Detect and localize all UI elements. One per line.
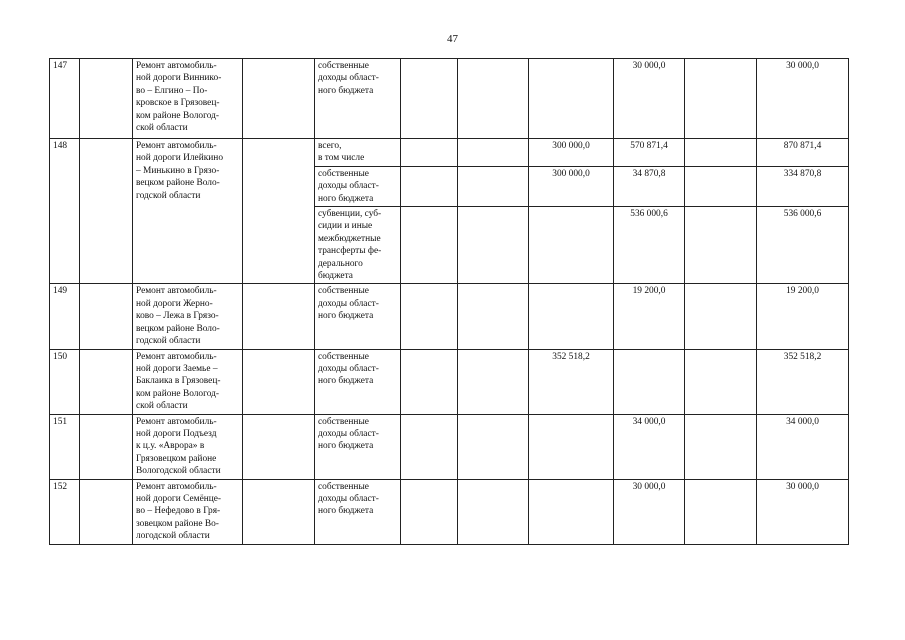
value-cell-2: 570 871,4 — [614, 139, 685, 167]
empty-cell — [685, 207, 757, 284]
total-cell: 536 000,6 — [757, 207, 849, 284]
total-cell: 352 518,2 — [757, 349, 849, 414]
empty-cell — [243, 59, 315, 139]
table-row — [50, 284, 849, 349]
funding-source-cell: собственные доходы област- ного бюджета — [315, 479, 401, 544]
empty-cell — [458, 59, 529, 139]
empty-cell — [243, 414, 315, 479]
object-name-cell: Ремонт автомобиль- ной дороги Подъезд к ц.у. «Аврора» в Грязовецком районе Вологодской области — [133, 414, 243, 479]
value-cell-1 — [529, 284, 614, 349]
funding-source-cell: субвенции, суб- сидии и иные межбюджетные трансферты фе- дерального бюджета — [315, 207, 401, 284]
empty-cell — [80, 59, 133, 139]
empty-cell — [401, 139, 458, 167]
empty-cell — [458, 207, 529, 284]
empty-cell — [685, 139, 757, 167]
empty-cell — [401, 479, 458, 544]
total-cell: 30 000,0 — [757, 479, 849, 544]
empty-cell — [401, 349, 458, 414]
empty-cell — [458, 284, 529, 349]
object-name-cell: Ремонт автомобиль- ной дороги Семёнце- во – Нефедово в Гря- зовецком районе Во- логодской области — [133, 479, 243, 544]
funding-source-cell: собственные доходы област- ного бюджета — [315, 59, 401, 139]
object-name-cell: Ремонт автомобиль- ной дороги Жерно- ково – Лежа в Грязо- вецком районе Воло- годской области — [133, 284, 243, 349]
funding-source-cell: собственные доходы област- ного бюджета — [315, 284, 401, 349]
value-cell-2: 30 000,0 — [614, 59, 685, 139]
row-number-cell: 150 — [50, 349, 80, 414]
value-cell-2: 536 000,6 — [614, 207, 685, 284]
empty-cell — [80, 479, 133, 544]
table-row — [50, 479, 849, 544]
value-cell-1 — [529, 207, 614, 284]
total-cell: 870 871,4 — [757, 139, 849, 167]
empty-cell — [243, 349, 315, 414]
row-number-cell: 151 — [50, 414, 80, 479]
value-cell-1 — [529, 479, 614, 544]
table-row — [50, 59, 849, 139]
row-number-cell: 152 — [50, 479, 80, 544]
table-row — [50, 349, 849, 414]
object-name-cell: Ремонт автомобиль- ной дороги Заемье – Баклаика в Грязовец- ком районе Вологод- ской области — [133, 349, 243, 414]
empty-cell — [243, 284, 315, 349]
empty-cell — [685, 284, 757, 349]
funding-source-cell: собственные доходы област- ного бюджета — [315, 349, 401, 414]
table-row — [50, 414, 849, 479]
empty-cell — [401, 284, 458, 349]
empty-cell — [685, 166, 757, 206]
table-row — [50, 139, 849, 167]
empty-cell — [458, 414, 529, 479]
empty-cell — [401, 414, 458, 479]
empty-cell — [685, 59, 757, 139]
empty-cell — [80, 284, 133, 349]
empty-cell — [243, 139, 315, 284]
page-number: 47 — [447, 33, 458, 45]
empty-cell — [401, 207, 458, 284]
total-cell: 34 000,0 — [757, 414, 849, 479]
total-cell: 30 000,0 — [757, 59, 849, 139]
object-name-cell: Ремонт автомобиль- ной дороги Илейкино – Минькино в Грязо- вецком районе Воло- годской области — [133, 139, 243, 284]
value-cell-1: 300 000,0 — [529, 166, 614, 206]
value-cell-1 — [529, 59, 614, 139]
empty-cell — [458, 139, 529, 167]
value-cell-2 — [614, 349, 685, 414]
value-cell-2: 19 200,0 — [614, 284, 685, 349]
empty-cell — [80, 414, 133, 479]
funding-source-cell: собственные доходы област- ного бюджета — [315, 166, 401, 206]
value-cell-1 — [529, 414, 614, 479]
row-number-cell: 147 — [50, 59, 80, 139]
row-number-cell: 149 — [50, 284, 80, 349]
empty-cell — [685, 414, 757, 479]
empty-cell — [401, 59, 458, 139]
empty-cell — [685, 479, 757, 544]
value-cell-2: 34 000,0 — [614, 414, 685, 479]
empty-cell — [80, 139, 133, 284]
value-cell-2: 30 000,0 — [614, 479, 685, 544]
value-cell-2: 34 870,8 — [614, 166, 685, 206]
funding-source-cell: собственные доходы област- ного бюджета — [315, 414, 401, 479]
empty-cell — [243, 479, 315, 544]
empty-cell — [458, 479, 529, 544]
object-name-cell: Ремонт автомобиль- ной дороги Виннико- во – Елгино – По- кровское в Грязовец- ком районе Вологод- ской области — [133, 59, 243, 139]
total-cell: 334 870,8 — [757, 166, 849, 206]
empty-cell — [80, 349, 133, 414]
row-number-cell: 148 — [50, 139, 80, 284]
empty-cell — [401, 166, 458, 206]
total-cell: 19 200,0 — [757, 284, 849, 349]
budget-table — [49, 58, 849, 545]
empty-cell — [458, 349, 529, 414]
empty-cell — [685, 349, 757, 414]
funding-source-cell: всего, в том числе — [315, 139, 401, 167]
value-cell-1: 300 000,0 — [529, 139, 614, 167]
empty-cell — [458, 166, 529, 206]
value-cell-1: 352 518,2 — [529, 349, 614, 414]
